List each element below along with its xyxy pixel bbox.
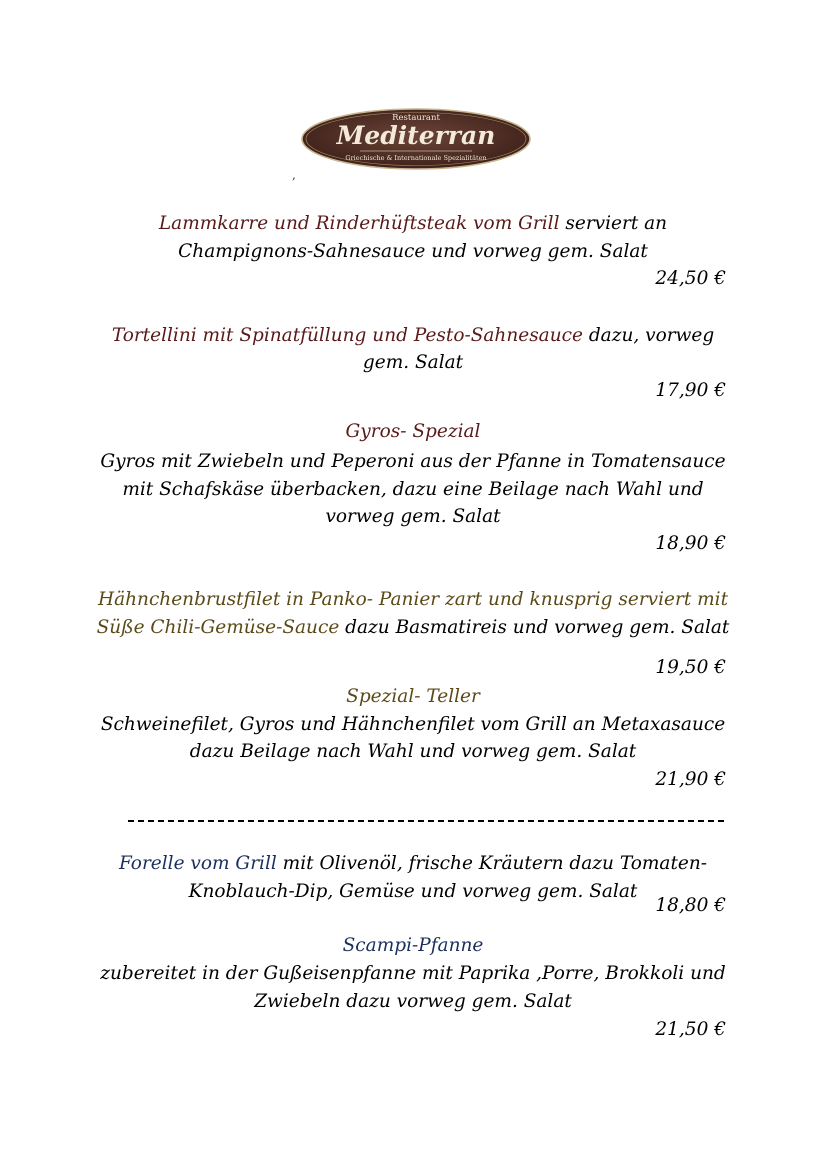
dish-description: Gyros mit Zwiebeln und Peperoni aus der Pfanne in Tomatensauce xyxy=(100,451,726,472)
dish-sauce: Süße Chili-Gemüse-Sauce xyxy=(96,617,340,638)
menu-item-line xyxy=(70,323,756,349)
logo-top-word: Restaurant xyxy=(392,113,440,123)
dish-price: 19,50 € xyxy=(655,657,726,678)
dish-title: Spezial- Teller xyxy=(346,686,480,707)
dish-description: mit Schafskäse überbacken, dazu eine Beilage nach Wahl und xyxy=(122,479,704,500)
dish-price: 17,90 € xyxy=(655,380,726,401)
restaurant-logo xyxy=(300,107,532,171)
menu-item-line xyxy=(70,615,756,641)
dish-price: 18,90 € xyxy=(655,533,726,554)
logo-tagline: Griechische & Internationale Spezialitäten xyxy=(345,154,487,162)
logo-name: Mediterran xyxy=(336,121,496,150)
dish-text: mit Olivenöl, frische Kräutern dazu Tomaten- xyxy=(276,853,707,874)
dish-description: zubereitet in der Gußeisenpfanne mit Paprika ,Porre, Brokkoli und xyxy=(100,963,726,984)
dish-title: Scampi-Pfanne xyxy=(342,935,484,956)
dish-description: Zwiebeln dazu vorweg gem. Salat xyxy=(254,991,572,1012)
dish-name: Hähnchenbrustfilet in Panko- Panier zart und knusprig serviert mit xyxy=(97,589,729,610)
menu-item-line xyxy=(70,211,756,237)
menu-item-line xyxy=(70,851,756,877)
dish-description: Schweinefilet, Gyros und Hähnchenfilet vom Grill an Metaxasauce xyxy=(100,714,726,735)
dish-price: 21,90 € xyxy=(655,769,726,790)
stray-mark: , xyxy=(292,168,296,182)
dish-name: Forelle vom Grill xyxy=(118,853,277,874)
dish-description: Champignons-Sahnesauce und vorweg gem. Salat xyxy=(178,241,648,262)
dish-description: vorweg gem. Salat xyxy=(325,506,501,527)
dish-description: Knoblauch-Dip, Gemüse und vorweg gem. Salat xyxy=(188,881,638,902)
dish-text: dazu Basmatireis und vorweg gem. Salat xyxy=(339,617,730,638)
dish-price: 21,50 € xyxy=(655,1019,726,1040)
dish-price: 18,80 € xyxy=(655,895,726,916)
dish-name: Tortellini mit Spinatfüllung und Pesto-Sahnesauce xyxy=(111,325,583,346)
dish-text: serviert an xyxy=(559,213,668,234)
section-divider xyxy=(128,820,724,822)
dish-text: dazu, vorweg xyxy=(582,325,715,346)
dish-title: Gyros- Spezial xyxy=(345,421,481,442)
dish-description: gem. Salat xyxy=(362,352,464,373)
dish-price: 24,50 € xyxy=(655,268,726,289)
dish-name: Lammkarre und Rinderhüftsteak vom Grill xyxy=(158,213,560,234)
dish-description: dazu Beilage nach Wahl und vorweg gem. Salat xyxy=(189,741,637,762)
